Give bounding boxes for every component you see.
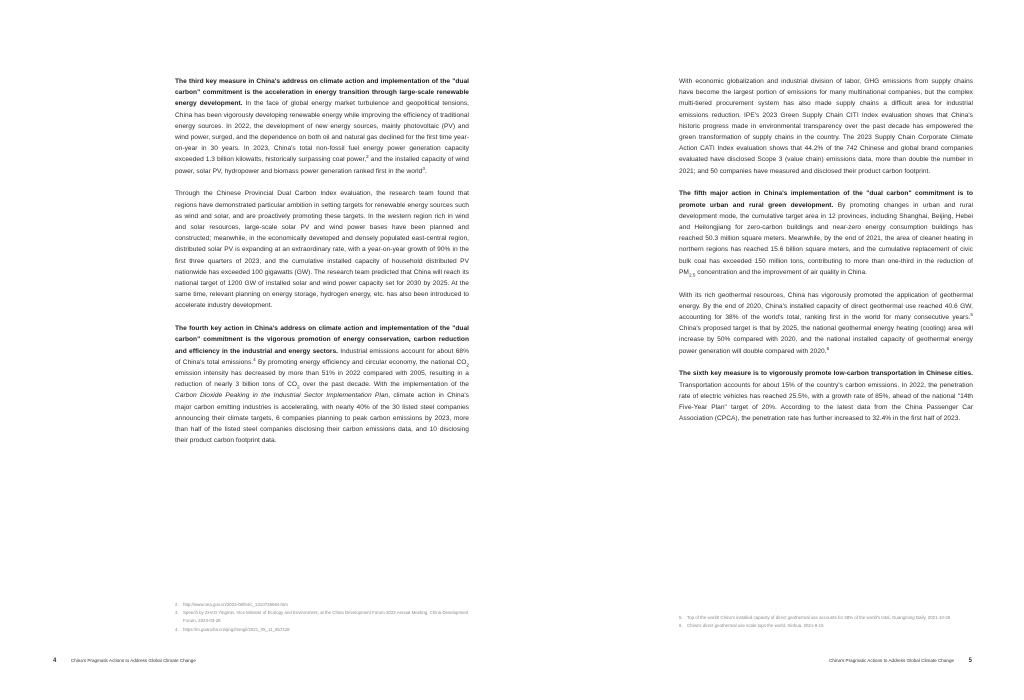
- paragraph-text: By promoting changes in urban and rural development mode, the cumulative target area in 12 provinces, including Shanghai, Beijing, Hebei and Heilongjiang for zero-carbon buildings and near-zero energy consumption buildings has reached 50.3 million square meters. Meanwhile, by the end of 2021, the area of cleaner heating in northern regions has reached 15.6 billion square meters, and the cumulative replacement of civic bulk coal has exceeded 150 million tons, contributing to more than one-third in the reduction of PM: [679, 201, 973, 276]
- paragraph-text: over the past decade. With the implementation of the: [299, 381, 469, 389]
- page-number: 4: [53, 658, 57, 664]
- paragraph-urban-rural: [679, 188, 973, 278]
- footer-left: [53, 658, 196, 664]
- footnote-ref: 2: [366, 154, 369, 160]
- footnote-text: China's direct geothermal use scale tops the world, Xinhua, 2021-9-15: [687, 623, 824, 629]
- paragraph-industrial-efficiency: [175, 323, 469, 446]
- footnote-number: 2.: [175, 602, 179, 607]
- paragraph-text: concentration and the improvement of air quality in China.: [695, 268, 868, 276]
- paragraph-text: and the installed capacity of wind power, solar PV, hydropower and biomass power generation ranked first in the world: [175, 156, 469, 175]
- paragraph-supply-chains: With economic globalization and industrial division of labor, GHG emissions from supply chains have become the largest portion of emissions for many multinational companies, but the complex multi-tiered procurement system has also made supply chains a difficult area for industrial emissions reduction. IPE's 2023 Green Supply Chain CITI Index evaluation shows that China's historic progress made in environmental transparency over the past decade has empowered the green transformation of supply chains in the country. The 2023 Supply Chain Corporate Climate Action CATI Index evaluation shows that 44.2% of the 742 Chinese and global brand companies evaluated have disclosed Scope 3 (value chain) emissions data, more than double the number in 2021; and 50 companies have measured and disclosed their product carbon footprint.: [679, 78, 973, 175]
- footnote-number: 3.: [175, 610, 179, 616]
- paragraph-text: China's proposed target is that by 2025, the national geothermal energy heating (cooling) area will increase by 50% compared with 2020, and the national installed capacity of geothermal energy power generation will double compared with 2020.: [679, 325, 973, 355]
- paragraph-text: In the face of global energy market turbulence and geopolitical tensions, China has been vigorously developing renewable energy while improving the efficiency of traditional energy sources. In 2022, the development of new energy sources, mainly photovoltaic (PV) and wind power, surged, and the dependence on both oil and natural gas declined for the first time year-on-year in 30 years. In 2023, China's total non-fossil fuel energy power generation capacity exceeded 1.3 billion kilowatts, historically surpassing coal power,: [175, 100, 469, 164]
- subscript: 2.5: [688, 272, 696, 278]
- footnote: [175, 626, 469, 634]
- page-number: 5: [968, 658, 972, 664]
- footnote-link[interactable]: http://www.nea.gov.cn/2023-08/04/c_1310735584.htm: [183, 602, 288, 607]
- paragraph-text: With its rich geothermal resources, China has vigorously promoted the application of geothermal energy. By the end of 2020, China's installed capacity of direct geothermal use reached 40.6 GW, accounting for 38% of the world's total, ranking first in the world for many consecutive years.: [679, 291, 973, 322]
- footnote-number: 4.: [175, 626, 179, 632]
- footnote-ref: 5: [970, 311, 973, 317]
- footnote-link[interactable]: https://m.guancha.cn/qingzhongli/2021_05_11_657428: [183, 626, 290, 632]
- paragraph-lead: The fifth major action in China's implementation of the "dual carbon" commitment is to promote urban and rural green development.: [679, 190, 973, 209]
- right-footnotes: [679, 614, 973, 630]
- footnote-text: Top of the world! China's installed capacity of direct geothermal use accounts for 38% of the world's total, Guangming Daily, 2021-10-26: [687, 615, 951, 620]
- paragraph-text: Industrial emissions account for about 68% of China's total emissions.: [175, 347, 469, 366]
- paragraph-lead: The third key measure in China's address on climate action and implementation of the "dual carbon" commitment is the acceleration in energy transition through large-scale renewable energy development.: [175, 78, 469, 108]
- paragraph-text: Transportation accounts for about 15% of the country's carbon emissions. In 2022, the penetration rate of electric vehicles has reached 25.5%, with a growth rate of 85%, ahead of the national "14th Five-Year Plan" target of 20%. According to the latest data from the China Passenger Car Association (CPCA), the penetration rate has further increased to 32.4% in the first half of 2023.: [679, 381, 973, 423]
- paragraph-lead: The sixth key measure is to vigorously promote low-carbon transportation in Chinese cities.: [679, 370, 973, 378]
- paragraph-transportation: [679, 368, 973, 424]
- paragraph-renewable-energy: [175, 76, 469, 177]
- footnote-text: Speech by ZHAO Yingmin, Vice Minister of Ecology and Environment, at the China Development Forum 2023 Annual Meeting, China Development Forum, 2023-03-28: [183, 610, 469, 624]
- footnote-number: 5.: [679, 615, 683, 620]
- right-text-column: [679, 76, 973, 436]
- paragraph-text: .: [424, 167, 427, 175]
- paragraph-lead: The fourth key action in China's address on climate action and implementation of the "dual carbon" commitment is the vigorous promotion of energy conservation, carbon reduction and efficiency in the industrial and energy sectors.: [175, 325, 469, 355]
- footnote-ref: 6: [826, 345, 830, 351]
- paragraph-text: , climate action in China's major carbon emitting industries is accelerating, with nearly 40% of the 30 listed steel companies announcing their climate targets, 6 companies planning to peak carbon emissions by 2023, more than half of the listed steel companies disclosing their carbon emissions data, and 10 disclosing their product carbon footprint data.: [175, 392, 469, 445]
- footer-title: China's Pragmatic Actions to Address Global Climate Change: [829, 658, 955, 663]
- footnote-ref: 3: [422, 165, 425, 171]
- footnote: [175, 609, 469, 625]
- footnote: [175, 601, 469, 609]
- subscript: 2: [297, 384, 300, 390]
- left-footnotes: [175, 601, 469, 634]
- left-text-column: [175, 76, 469, 458]
- footnote: [679, 614, 973, 622]
- paragraph-geothermal: [679, 290, 973, 357]
- subscript: 2: [466, 362, 469, 368]
- paragraph-text: emission intensity has decreased by more than 51% in 2022 compared with 2005, resulting in a reduction of nearly 3 billion tons of CO: [175, 370, 469, 389]
- footer-title: China's Pragmatic Actions to Address Global Climate Change: [70, 658, 196, 663]
- footnote: [679, 622, 973, 630]
- footer-right: [829, 658, 972, 664]
- plan-title: Carbon Dioxide Peaking in the Industrial Sector Implementation Plan: [175, 392, 389, 400]
- footnote-number: 6.: [679, 623, 683, 629]
- paragraph-text: By promoting energy efficiency and circular economy, the national CO: [255, 358, 467, 366]
- paragraph-provincial-index: Through the Chinese Provincial Dual Carbon Index evaluation, the research team found that regions have demonstrated particular ambition in setting targets for renewable energy sources such as wind and solar, and are proactively promoting these targets. In the western region rich in wind and solar resources, large-scale solar PV and wind power bases have been planned and constructed; meanwhile, in the economically developed and densely populated east-central region, distributed solar PV is expanding at an extraordinary rate, with a year-on-year growth of 90% in the first three quarters of 2023, and the cumulative installed capacity of household distributed PV nationwide has exceeded 100 gigawatts (GW). The research team predicted that China will reach its national target of 1200 GW of installed solar and wind power capacity set for 2030 by 2025. At the same time, relevant planning on energy storage, hydrogen energy, etc. has also been introduced to accelerate industry development.: [175, 190, 469, 310]
- footnote-ref: 4: [253, 356, 256, 362]
